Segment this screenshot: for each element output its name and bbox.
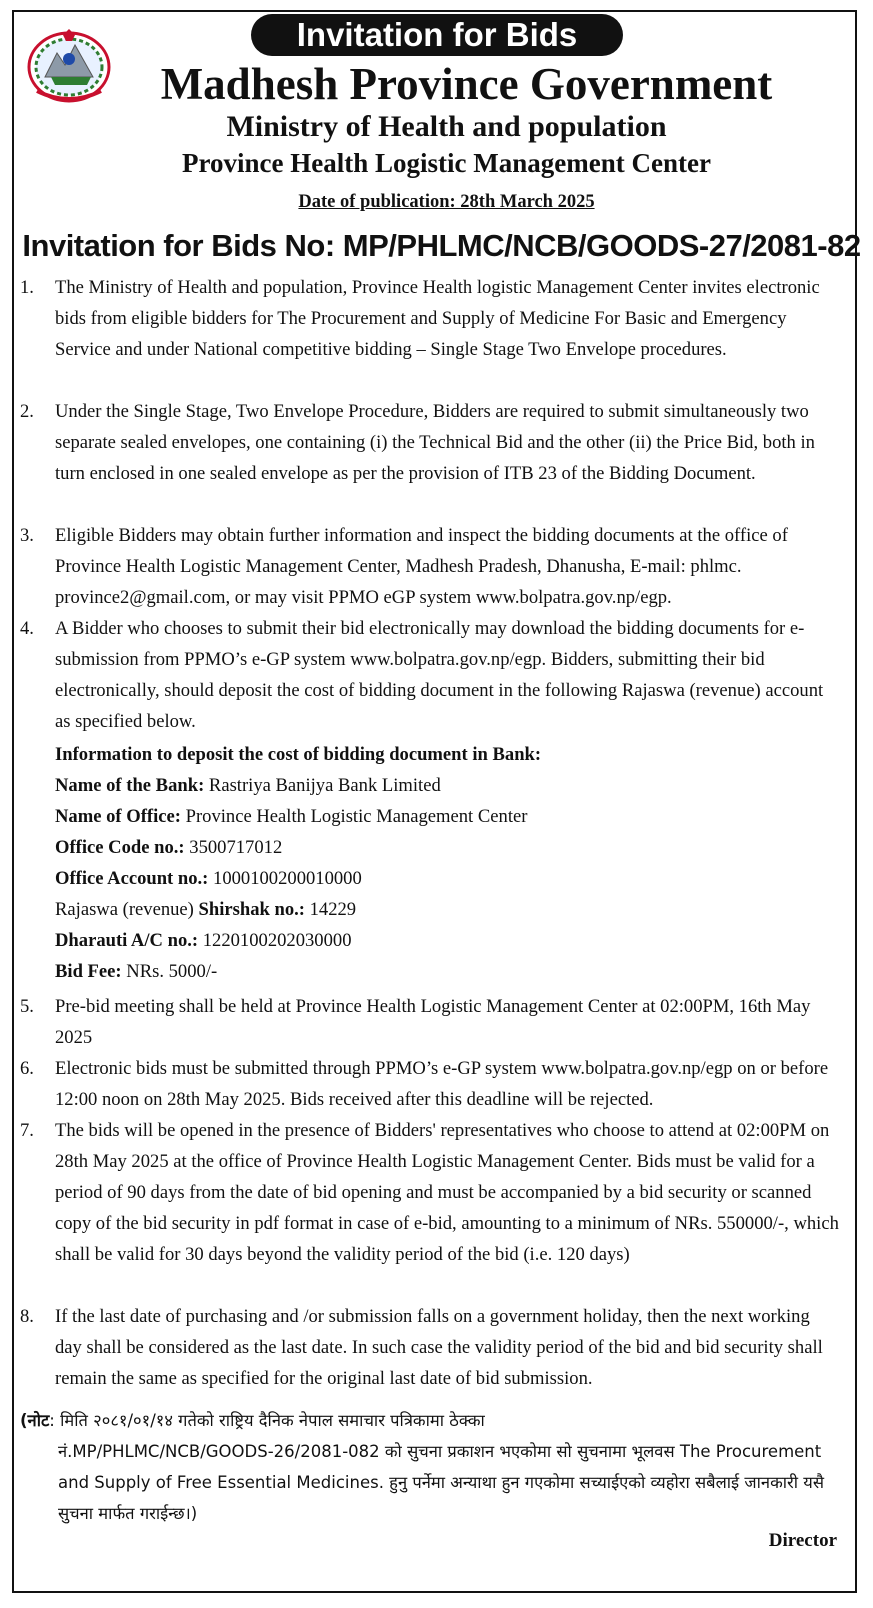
center-title: Province Health Logistic Management Center <box>182 148 711 178</box>
list-item <box>20 272 840 365</box>
bid-fee-row: Bid Fee: NRs. 5000/- <box>55 961 218 982</box>
item-number: 2. <box>20 401 34 422</box>
list-item <box>20 396 840 489</box>
government-title: Madhesh Province Government <box>160 59 773 109</box>
list-item <box>20 1301 840 1394</box>
item-number: 1. <box>20 277 34 298</box>
item-text: A Bidder who chooses to submit their bid electronically may download the bidding documents for e-submission from PPMO’s e-GP system www.bolpatra.gov.np/egp. Bidders, submitting their bid electronically, should deposit the cost of bidding document in the following Rajaswa (revenue) account as specified below. <box>55 618 824 732</box>
bank-name-row: Name of the Bank: Rastriya Banijya Bank Limited <box>55 775 441 796</box>
item-number: 4. <box>20 618 34 639</box>
item-text: Pre-bid meeting shall be held at Province Health Logistic Management Center at 02:00PM, 16th May 2025 <box>55 996 811 1048</box>
nepali-note <box>20 1405 840 1529</box>
ministry-title: Ministry of Health and population <box>226 110 667 143</box>
item-text: Electronic bids must be submitted through PPMO’s e-GP system www.bolpatra.gov.np/egp on or before 12:00 noon on 28th May 2025. Bids received after this deadline will be rejected. <box>55 1058 829 1110</box>
bank-info <box>55 739 835 987</box>
item-text: Under the Single Stage, Two Envelope Procedure, Bidders are required to submit simultaneously two separate sealed envelopes, one containing (i) the Technical Bid and the other (ii) the Price Bid, both in turn enclosed in one sealed envelope as per the provision of ITB 23 of the Bidding Document. <box>55 401 815 484</box>
banner-title: Invitation for Bids <box>251 14 623 56</box>
office-code-row: Office Code no.: 3500717012 <box>55 837 283 858</box>
publication-date: Date of publication: 28th March 2025 <box>298 192 595 212</box>
shirshak-row: Rajaswa (revenue) Shirshak no.: 14229 <box>55 899 357 920</box>
item-number: 6. <box>20 1058 34 1079</box>
bid-number-heading: Invitation for Bids No: MP/PHLMC/NCB/GOODS-27/2081-82 <box>22 228 861 263</box>
item-number: 8. <box>20 1306 34 1327</box>
note-body: नं.MP/PHLMC/NCB/GOODS-26/2081-082 को सुचना प्रकाशन भएकोमा सो सुचनामा भूलवस The Procurement and Supply of Free Essential Medicines. हुनु पर्नेमा अन्याथा हुन गएकोमा सच्याईएको व्यहोरा सबैलाई जानकारी यसै सुचना मार्फत गराईन्छ।) <box>58 1442 825 1523</box>
dharauti-row: Dharauti A/C no.: 1220100202030000 <box>55 930 352 951</box>
list-item <box>20 1053 840 1115</box>
list-item <box>20 1115 840 1270</box>
item-text: If the last date of purchasing and /or submission falls on a government holiday, then the next working day shall be considered as the last date. In such case the validity period of the bid and bid security shall remain the same as specified for the original last date of bid submission. <box>55 1306 823 1389</box>
list-item <box>20 520 840 613</box>
signature-director: Director <box>768 1530 837 1551</box>
item-text: Eligible Bidders may obtain further information and inspect the bidding documents at the office of Province Health Logistic Management Center, Madhesh Pradesh, Dhanusha, E-mail: phlmc. province2@gmail.com, or may visit PPMO eGP system www.bolpatra.gov.np/egp. <box>55 525 788 608</box>
item-number: 3. <box>20 525 34 546</box>
bank-info-heading: Information to deposit the cost of bidding document in Bank: <box>55 744 542 765</box>
office-name-row: Name of Office: Province Health Logistic Management Center <box>55 806 528 827</box>
item-text: The Ministry of Health and population, Province Health logistic Management Center invites electronic bids from eligible bidders for The Procurement and Supply of Medicine For Basic and Emergency Service and under National competitive bidding – Single Stage Two Envelope procedures. <box>55 277 820 360</box>
item-number: 5. <box>20 996 34 1017</box>
note-first-line: (नोट: मिति २०८१/०१/१४ गतेको राष्ट्रिय दैनिक नेपाल समाचार पत्रिकामा ठेक्का <box>20 1411 485 1430</box>
office-account-row: Office Account no.: 1000100200010000 <box>55 868 362 889</box>
list-item <box>20 613 840 737</box>
item-number: 7. <box>20 1120 34 1141</box>
list-item <box>20 991 840 1053</box>
item-text: The bids will be opened in the presence of Bidders' representatives who choose to attend at 02:00PM on 28th May 2025 at the office of Province Health Logistic Management Center. Bids must be valid for a period of 90 days from the date of bid opening and must be accompanied by a bid security or scanned copy of the bid security in pdf format in case of e-bid, amounting to a minimum of NRs. 550000/-, which shall be valid for 30 days beyond the validity period of the bid (i.e. 120 days) <box>55 1120 839 1265</box>
